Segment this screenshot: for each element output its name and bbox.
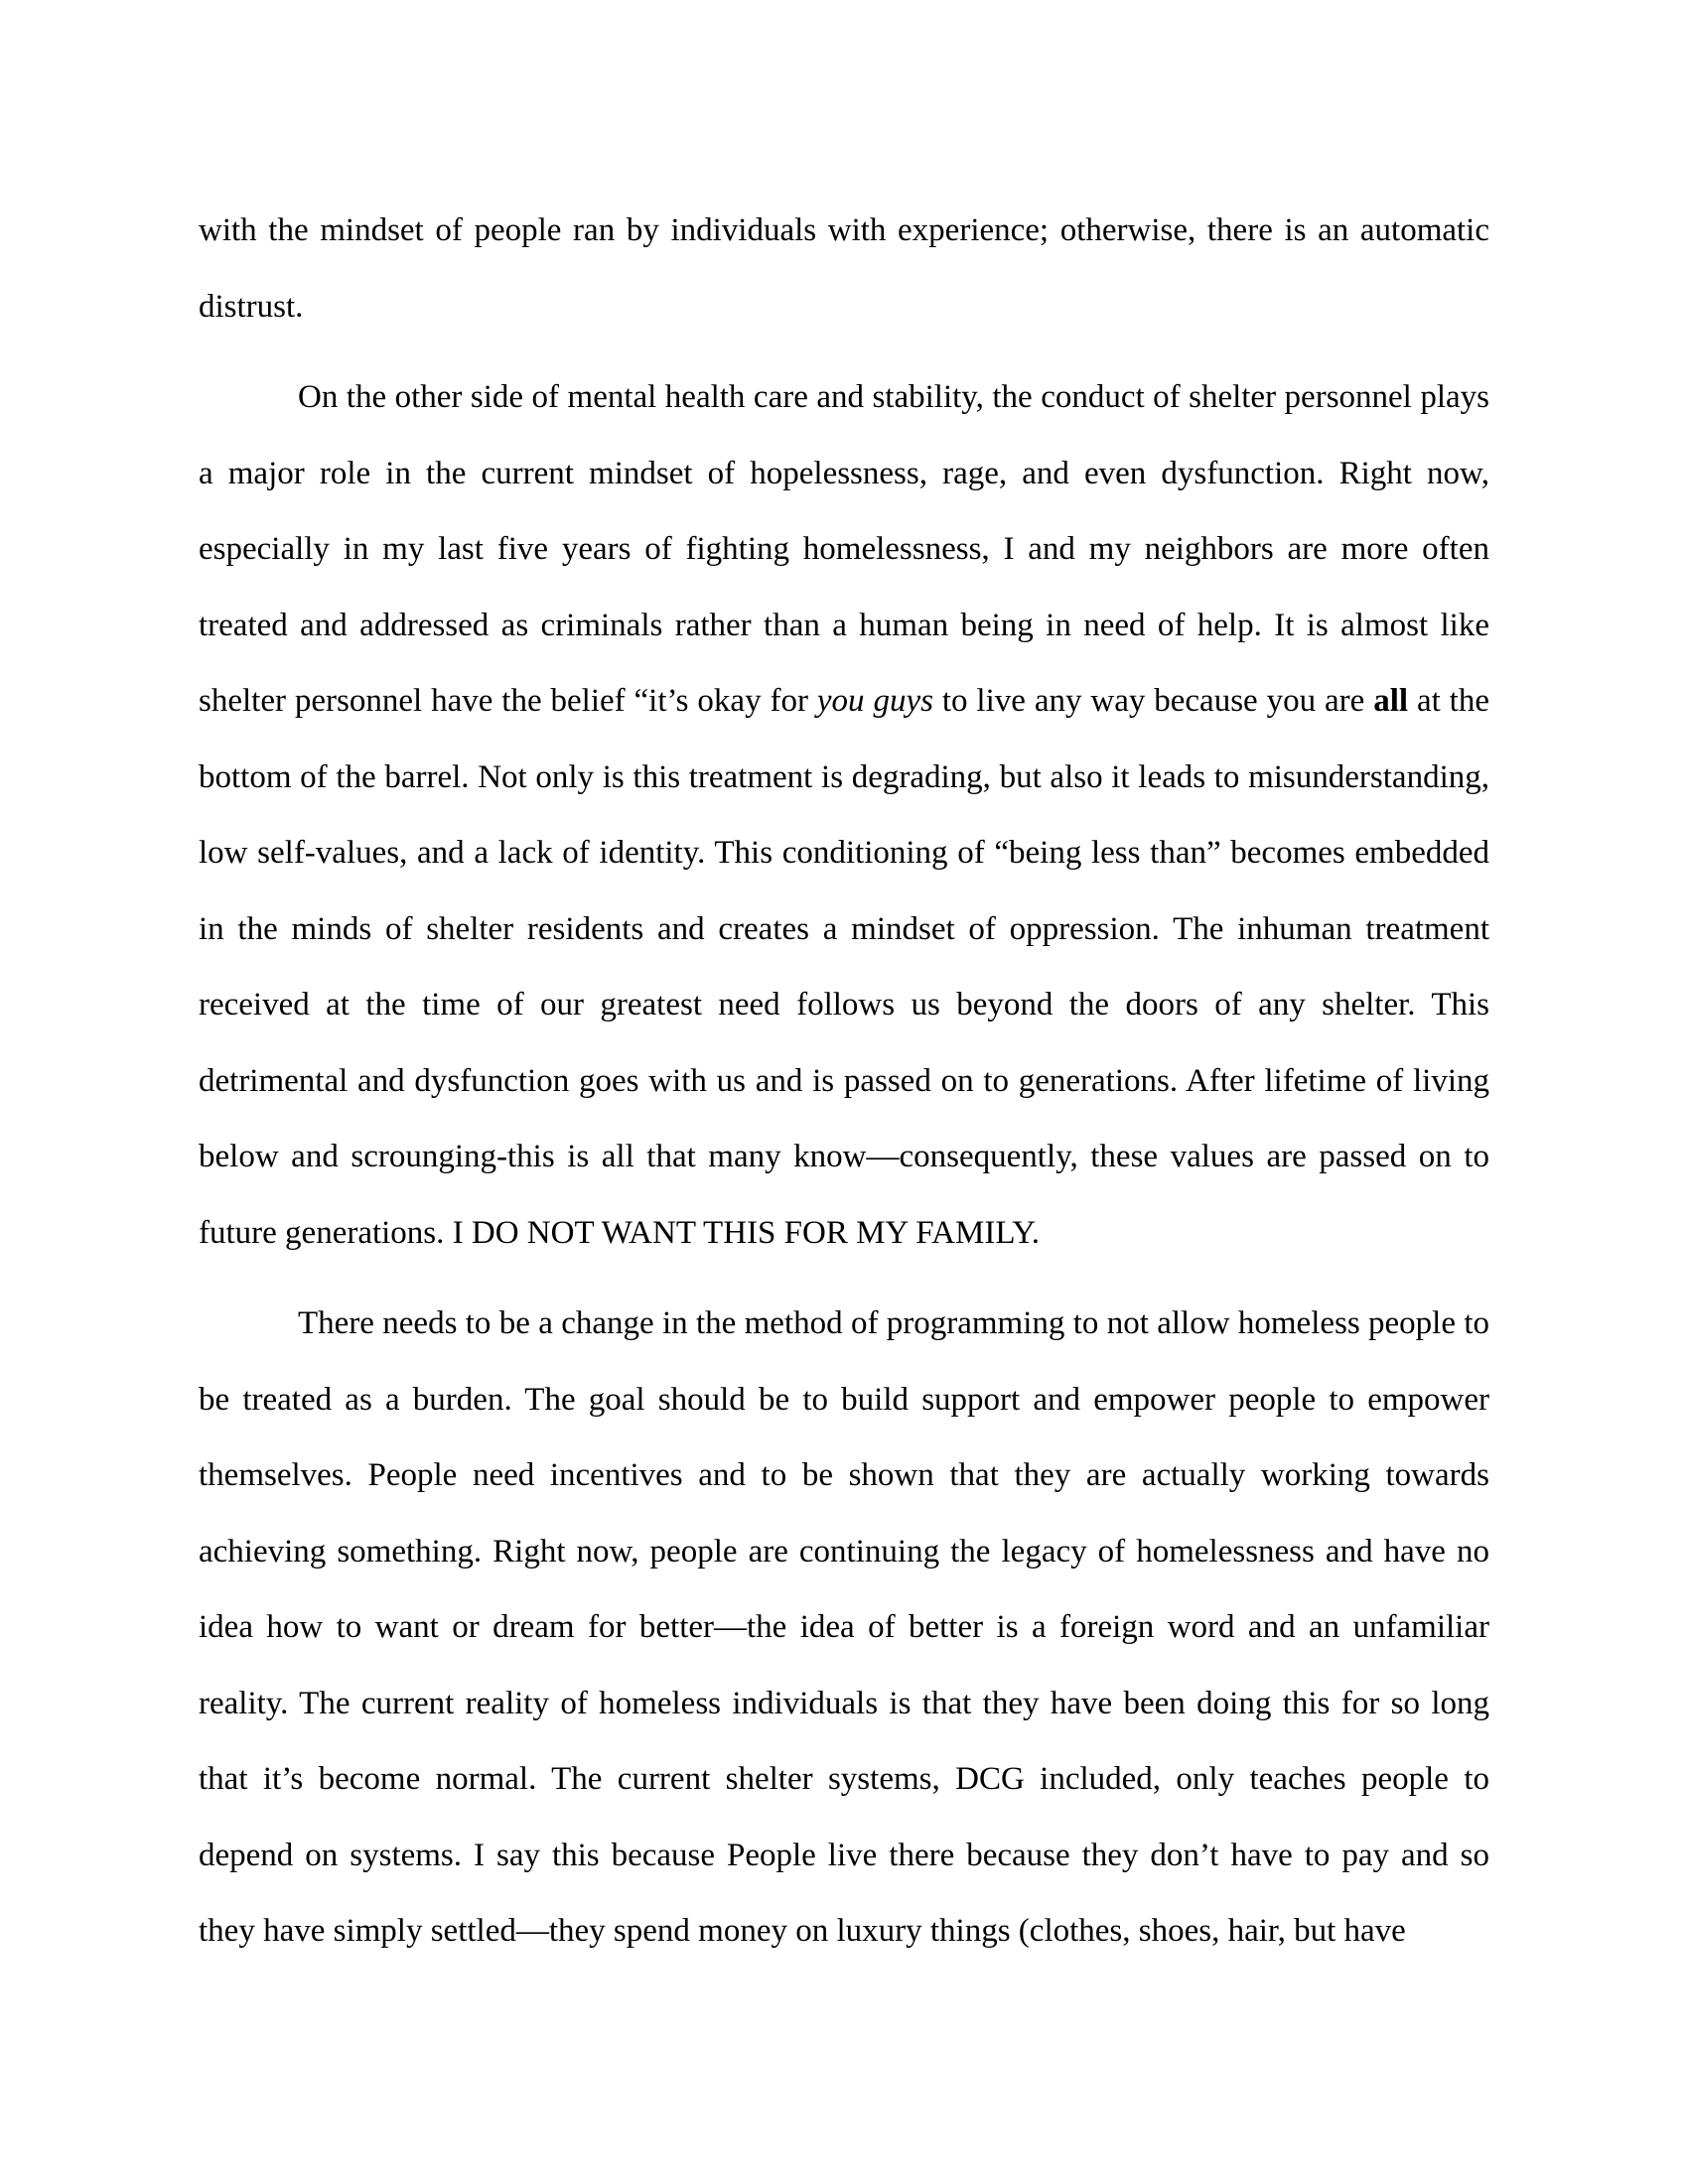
paragraph-2-text-b: to live any way because you are: [932, 683, 1374, 719]
document-body: [199, 193, 1489, 1970]
paragraph-2: [199, 359, 1489, 1271]
paragraph-2-text-c: at the bottom of the barrel. Not only is this treatment is degrading, but also it leads to misunderstanding, low self-values, and a lack of identity. This conditioning of “being less than” becomes embedded in the minds of shelter residents and creates a mindset of oppression. The inhuman treatment received at the time of our greatest need follows us beyond the doors of any shelter. This detrimental and dysfunction goes with us and is passed on to generations. After lifetime of living below and scrounging-this is all that many know—consequently, these values are passed on to future generations. I DO NOT WANT THIS FOR MY FAMILY.: [199, 683, 1489, 1251]
paragraph-3: [199, 1286, 1489, 1970]
paragraph-2-text-a: On the other side of mental health care and stability, the conduct of shelter personnel plays a major role in the current mindset of hopelessness, rage, and even dysfunction. Right now, especially in my last five years of fighting homelessness, I and my neighbors are more often treated and addressed as criminals rather than a human being in need of help. It is almost like shelter personnel have the belief “it’s okay for: [199, 379, 1489, 719]
paragraph-2-italic-phrase: you guys: [816, 683, 933, 719]
paragraph-1-text: with the mindset of people ran by individuals with experience; otherwise, there is an automatic distrust.: [199, 212, 1489, 325]
paragraph-1: [199, 193, 1489, 344]
paragraph-2-bold-word: all: [1373, 683, 1409, 719]
paragraph-3-text: There needs to be a change in the method of programming to not allow homeless people to be treated as a burden. The goal should be to build support and empower people to empower themselves. People need incentives and to be shown that they are actually working towards achieving something. Right now, people are continuing the legacy of homelessness and have no idea how to want or dream for better—the idea of better is a foreign word and an unfamiliar reality. The current reality of homeless individuals is that they have been doing this for so long that it’s become normal. The current shelter systems, DCG included, only teaches people to depend on systems. I say this because People live there because they don’t have to pay and so they have simply settled—they spend money on luxury things (clothes, shoes, hair, but have: [199, 1305, 1489, 1949]
